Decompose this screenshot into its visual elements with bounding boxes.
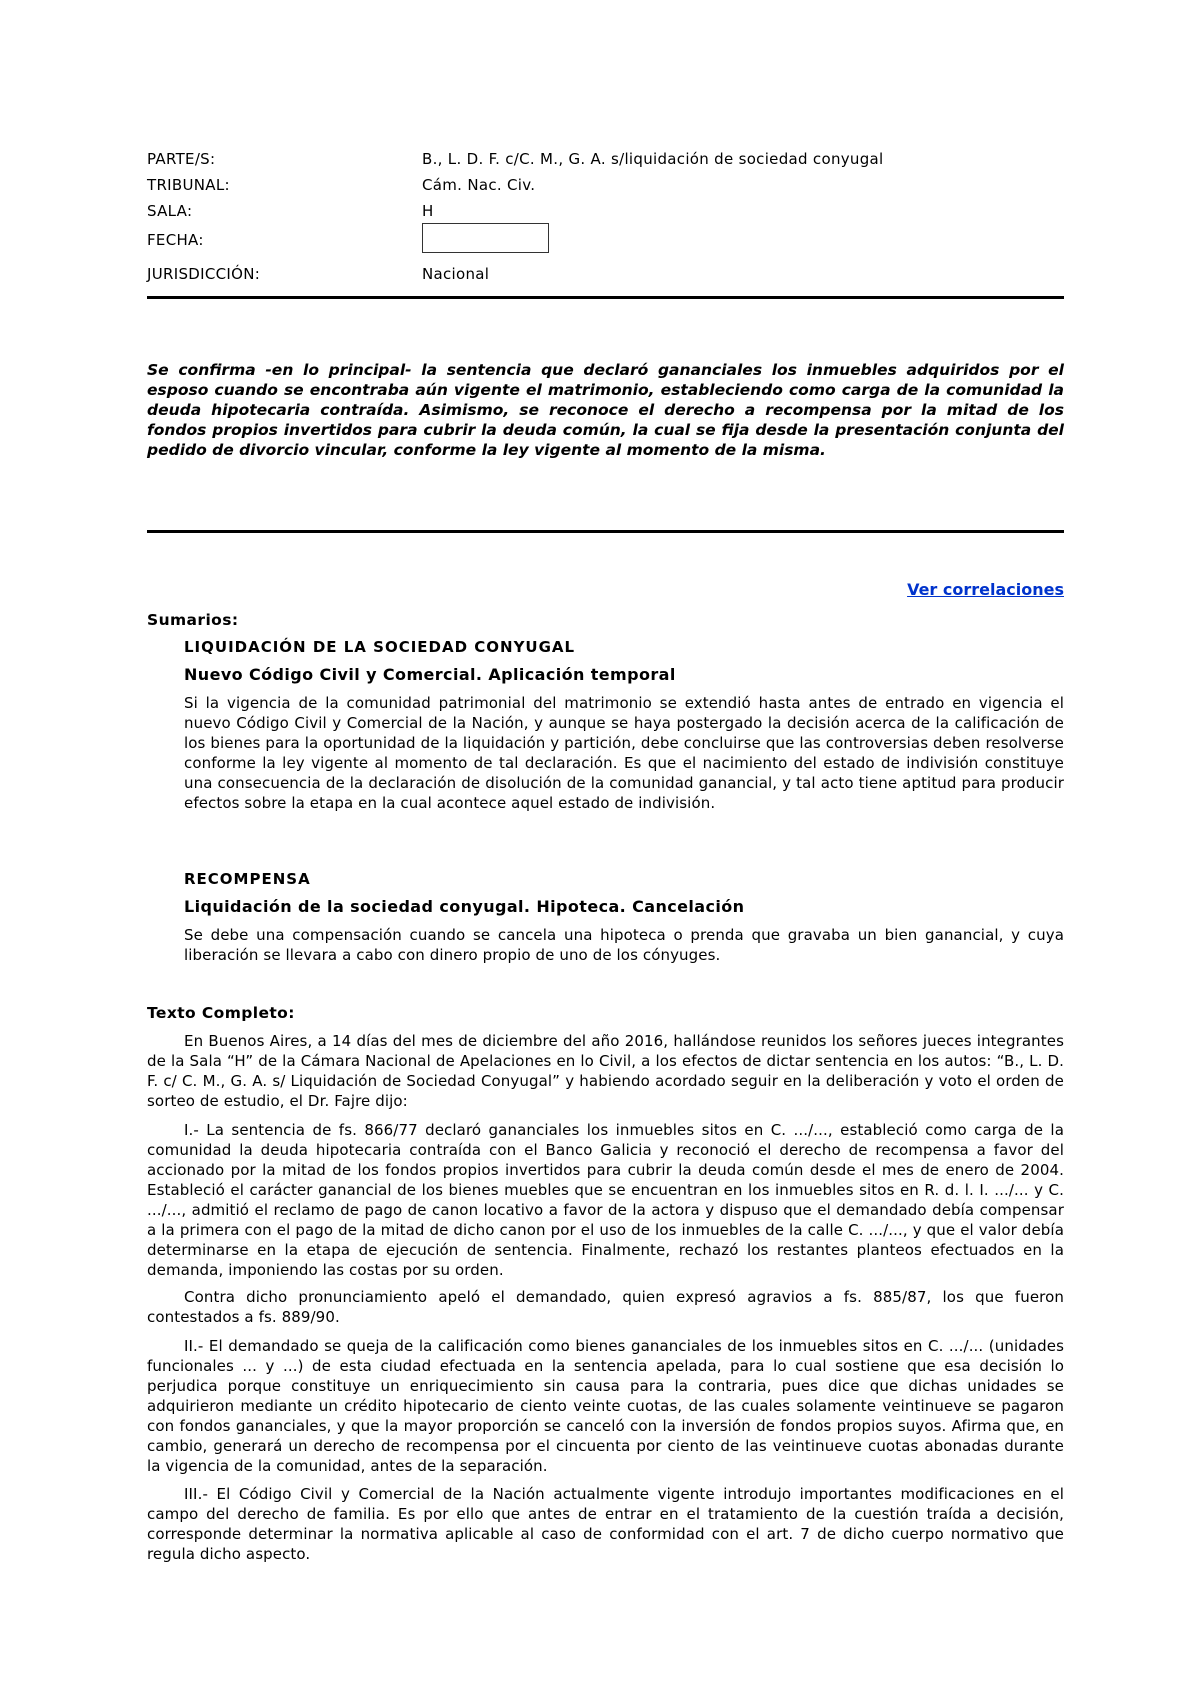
tribunal-row bbox=[147, 175, 1064, 195]
texto-completo-heading: Texto Completo: bbox=[147, 1004, 295, 1022]
sumario-1-title: Nuevo Código Civil y Comercial. Aplicación temporal bbox=[184, 665, 676, 684]
ver-correlaciones-link[interactable]: Ver correlaciones bbox=[907, 580, 1064, 599]
texto-paragraph: II.- El demandado se queja de la calificación como bienes gananciales de los inmuebles sitos en C. .../... (unidades funcionales ... y ...) de esta ciudad efectuada en la sentencia apelada, para lo cual sostiene que esa decisión lo perjudica porque constituye un enriquecimiento sin causa para la contraria, pues dice que dichas unidades se adquirieron mediante un crédito hipotecario de ciento veinte cuotas, de las cuales solamente veintinueve se pagaron con fondos gananciales, y que la mayor proporción se canceló con la inversión de fondos propios suyos. Afirma que, en cambio, generará un derecho de recompensa por el cincuenta por ciento de las veintinueve cuotas abonadas durante la vigencia de la comunidad, antes de la separación. bbox=[147, 1337, 1064, 1475]
fecha-label: FECHA: bbox=[147, 231, 204, 249]
sumario-2-category: RECOMPENSA bbox=[184, 870, 311, 888]
partes-value: B., L. D. F. c/C. M., G. A. s/liquidación de sociedad conyugal bbox=[422, 150, 884, 168]
abstract-divider bbox=[147, 530, 1064, 533]
sumario-1-text: Si la vigencia de la comunidad patrimonial del matrimonio se extendió hasta antes de entrado en vigencia el nuevo Código Civil y Comercial de la Nación, y aunque se haya postergado la decisión acerca de la calificación de los bienes para la oportunidad de la liquidación y partición, debe concluirse que las controversias deben resolverse conforme la ley vigente al momento de tal declaración. Es que el nacimiento del estado de indivisión constituye una consecuencia de la declaración de disolución de la comunidad ganancial, y tal acto tiene aptitud para producir efectos sobre la etapa en la cual acontece aquel estado de indivisión. bbox=[184, 694, 1064, 812]
texto-paragraph-2-block bbox=[147, 1120, 1064, 1280]
tribunal-value: Cám. Nac. Civ. bbox=[422, 176, 536, 194]
jurisdiccion-value: Nacional bbox=[422, 265, 490, 283]
texto-paragraph-1-block bbox=[147, 1031, 1064, 1111]
fecha-row bbox=[147, 230, 1064, 253]
jurisdiccion-row bbox=[147, 264, 1064, 284]
sumario-2-title: Liquidación de la sociedad conyugal. Hipoteca. Cancelación bbox=[184, 897, 745, 916]
sala-row bbox=[147, 201, 1064, 221]
sumario-2-text: Se debe una compensación cuando se cancela una hipoteca o prenda que gravaba un bien ganancial, y cuya liberación se llevara a cabo con dinero propio de uno de los cónyuges. bbox=[184, 926, 1064, 964]
jurisdiccion-label: JURISDICCIÓN: bbox=[147, 265, 261, 283]
texto-paragraph-4-block bbox=[147, 1336, 1064, 1476]
partes-label: PARTE/S: bbox=[147, 150, 216, 168]
abstract-text: Se confirma -en lo principal- la sentencia que declaró gananciales los inmuebles adquiridos por el esposo cuando se encontraba aún vigente el matrimonio, estableciendo como carga de la comunidad la deuda hipotecaria contraída. Asimismo, se reconoce el derecho a recompensa por la mitad de los fondos propios invertidos para cubrir la deuda común, la cual se fija desde la presentación conjunta del pedido de divorcio vincular, conforme la ley vigente al momento de la misma. bbox=[147, 361, 1064, 459]
texto-paragraph: En Buenos Aires, a 14 días del mes de diciembre del año 2016, hallándose reunidos los señores jueces integrantes de la Sala “H” de la Cámara Nacional de Apelaciones en lo Civil, a los efectos de dictar sentencia en los autos: “B., L. D. F. c/ C. M., G. A. s/ Liquidación de Sociedad Conyugal” y habiendo acordado seguir en la deliberación y voto el orden de sorteo de estudio, el Dr. Fajre dijo: bbox=[147, 1032, 1064, 1110]
sumario-1-category: LIQUIDACIÓN DE LA SOCIEDAD CONYUGAL bbox=[184, 638, 576, 656]
header-divider bbox=[147, 296, 1064, 299]
tribunal-label: TRIBUNAL: bbox=[147, 176, 230, 194]
texto-paragraph: Contra dicho pronunciamiento apeló el demandado, quien expresó agravios a fs. 885/87, los que fueron contestados a fs. 889/90. bbox=[147, 1288, 1064, 1326]
fecha-value-box bbox=[422, 223, 549, 253]
texto-paragraph-5-block bbox=[147, 1484, 1064, 1564]
sumarios-heading: Sumarios: bbox=[147, 611, 239, 629]
texto-paragraph: III.- El Código Civil y Comercial de la Nación actualmente vigente introdujo importantes modificaciones en el campo del derecho de familia. Es por ello que antes de entrar en el tratamiento de la cuestión traída a decisión, corresponde determinar la normativa aplicable al caso de conformidad con el art. 7 de dicho cuerpo normativo que regula dicho aspecto. bbox=[147, 1485, 1064, 1563]
fecha-value-wrapper bbox=[422, 230, 1064, 253]
texto-paragraph: I.- La sentencia de fs. 866/77 declaró gananciales los inmuebles sitos en C. .../..., estableció como carga de la comunidad la deuda hipotecaria contraída con el Banco Galicia y reconoció el derecho de recompensa a favor del accionado por la mitad de los fondos propios invertidos para cubrir la deuda común desde el mes de enero de 2004. Estableció el carácter ganancial de los bienes muebles que se encuentran en los inmuebles sitos en R. d. l. I. .../... y C. .../..., admitió el reclamo de pago de canon locativo a favor de la actora y dispuso que el demandado debía compensar a la primera con el pago de la mitad de dicho canon por el uso de los inmuebles de la calle C. .../..., y que el valor debía determinarse en la etapa de ejecución de sentencia. Finalmente, rechazó los restantes planteos efectuados en la demanda, imponiendo las costas por su orden. bbox=[147, 1121, 1064, 1279]
sala-label: SALA: bbox=[147, 202, 193, 220]
sala-value: H bbox=[422, 202, 434, 220]
texto-paragraph-3-block bbox=[147, 1287, 1064, 1327]
partes-row bbox=[147, 149, 1064, 169]
